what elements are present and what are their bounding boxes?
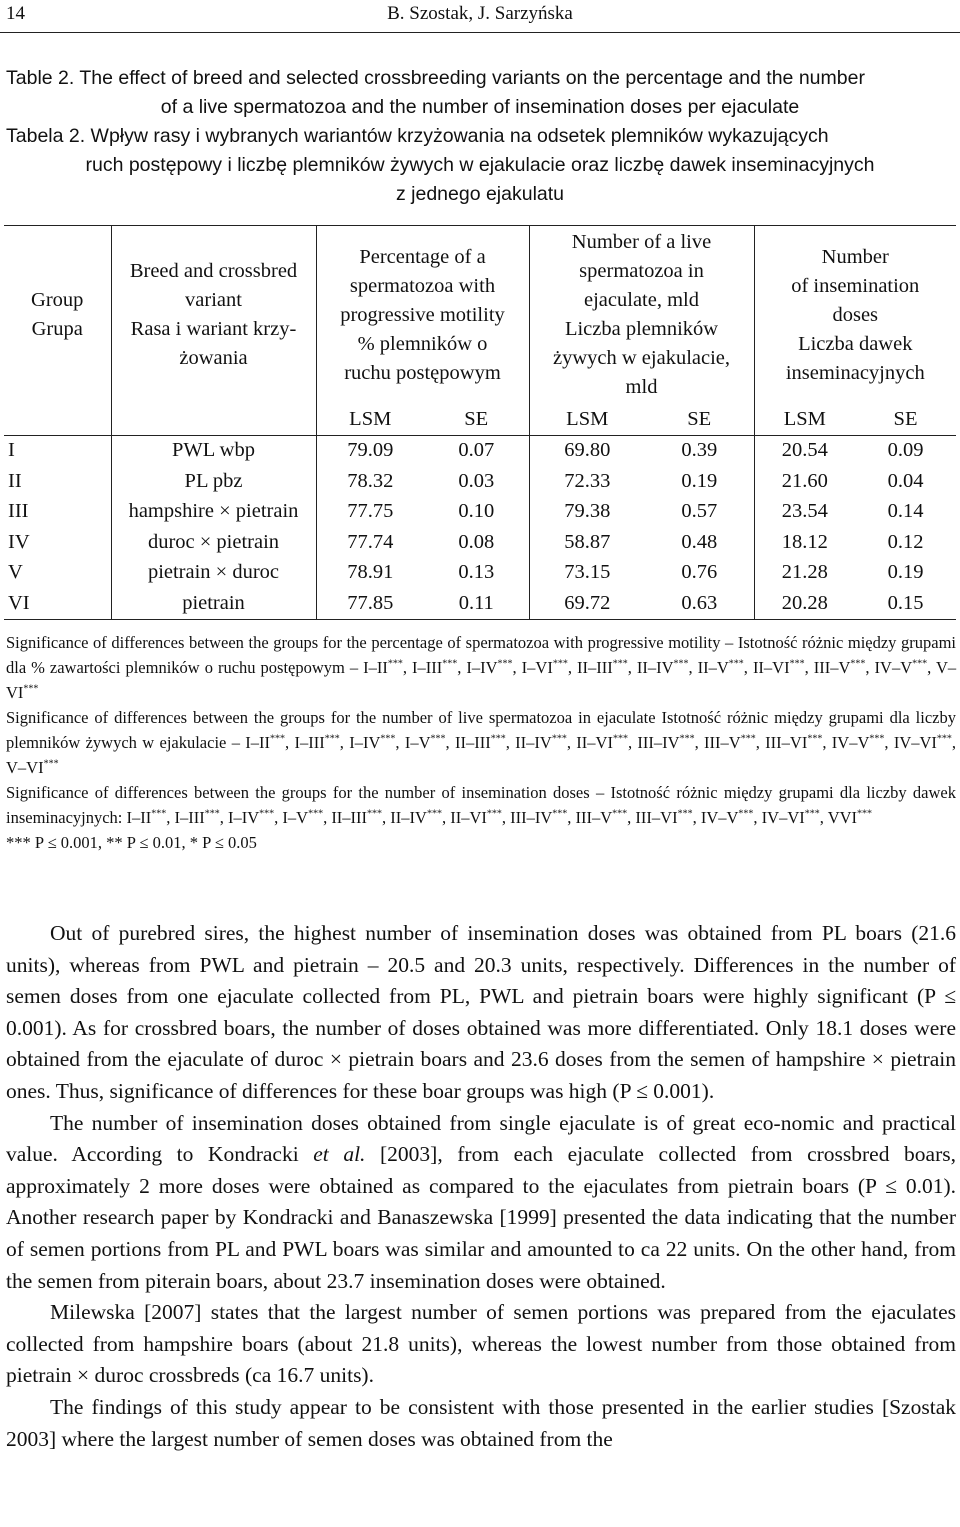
significance-marker: *** xyxy=(673,658,689,670)
cell-lsm: 20.54 xyxy=(781,439,828,462)
significance-marker: *** xyxy=(380,733,396,745)
cell-se: 0.10 xyxy=(424,497,529,528)
cell-lsm: 58.87 xyxy=(564,530,611,553)
cell-se: 0.14 xyxy=(887,500,924,523)
significance-pair: II–IV xyxy=(636,658,674,677)
cell-se: 0.19 xyxy=(887,561,924,584)
significance-marker: *** xyxy=(552,808,568,820)
cell-group: I xyxy=(4,435,111,466)
significance-pair: I–III xyxy=(294,733,325,752)
significance-pair: II–III xyxy=(331,808,368,827)
significance-pair: II–III xyxy=(576,658,613,677)
significance-pair: II–III xyxy=(454,733,491,752)
significance-pair: II–IV xyxy=(515,733,552,752)
cell-group: III xyxy=(4,497,111,528)
cell-variant: PWL wbp xyxy=(111,435,316,466)
table-row xyxy=(4,527,956,558)
significance-pair: II–VI xyxy=(752,658,790,677)
cell-se: 0.19 xyxy=(645,466,754,497)
significance-pair: III–V xyxy=(575,808,613,827)
significance-pair: I–IV xyxy=(227,808,260,827)
cell-se: 0.13 xyxy=(424,558,529,589)
significance-marker: *** xyxy=(738,808,754,820)
subheader-se: SE xyxy=(855,404,956,435)
cell-lsm: 77.85 xyxy=(316,588,424,619)
table-subheader-row xyxy=(4,404,956,435)
cell-lsm: 23.54 xyxy=(781,500,828,523)
significance-marker: *** xyxy=(43,758,59,770)
cell-lsm: 73.15 xyxy=(564,561,611,584)
significance-marker: *** xyxy=(23,683,39,695)
subheader-se: SE xyxy=(645,404,754,435)
significance-marker: *** xyxy=(151,808,167,820)
cell-se: 0.11 xyxy=(424,588,529,619)
note-insemination-doses: Significance of differences between the groups for the number of insemination doses – Istotność różnic między grupami dla liczby dawek inseminacyjnych: I–II***, I–III***, I–IV***, I–V***, II–III***, II–IV***, II–VI***, III–IV***, III–V***, III–VI***, IV–V***, IV–VI***, VVI*** xyxy=(6,783,956,827)
significance-pair: III–IV xyxy=(510,808,553,827)
significance-pair: II–VI xyxy=(576,733,613,752)
paragraph: The number of insemination doses obtained from single ejaculate is of great eco-nomic and practical value. According to Kondracki et al. [2003], from each ejaculate collected from crossbred boars, approximately 2 more doses were obtained as compared to the ejaculates from pietrain boars (P ≤ 0.01). Another research paper by Kondracki and Banaszewska [1999] presented the data indicating that the number of semen portions from PL and PWL boars was similar and amounted to ca 22 units. On the other hand, from the semen from piterain boars, about 23.7 insemination doses were obtained. xyxy=(6,1110,956,1293)
cell-se: 0.39 xyxy=(645,435,754,466)
cell-se: 0.76 xyxy=(645,558,754,589)
paragraph: Out of purebred sires, the highest number of insemination doses was obtained from PL boars (21.6 units), whereas from PWL and pietrain – 20.5 and 20.3 units, respectively. Differences in the number of semen doses from one ejaculate collected from PL, PWL and pietrain boars were highly significant (P ≤ 0.001). As for crossbred boars, the number of doses obtained was more differentiated. Only 18.1 doses were obtained from the ejaculate of duroc × pietrain boars and 23.6 doses from the semen of hampshire × pietrain ones. Thus, significance of differences for these boar groups was high (P ≤ 0.001). xyxy=(6,921,956,1103)
significance-marker: *** xyxy=(270,733,286,745)
cell-lsm: 72.33 xyxy=(564,469,611,492)
significance-marker: *** xyxy=(679,733,695,745)
page-number: 14 xyxy=(6,3,25,24)
significance-marker: *** xyxy=(204,808,220,820)
cell-se: 0.12 xyxy=(887,530,924,553)
cell-lsm: 79.38 xyxy=(564,500,611,523)
running-header xyxy=(0,0,960,33)
significance-pair: I–II xyxy=(126,808,152,827)
subheader-se: SE xyxy=(424,404,529,435)
significance-pair: I–IV xyxy=(349,733,381,752)
body-text xyxy=(6,918,956,1455)
significance-pair: III–V xyxy=(813,658,851,677)
cell-lsm: 21.28 xyxy=(781,561,828,584)
col-header-group: Group Grupa xyxy=(4,226,111,405)
significance-marker: *** xyxy=(387,658,403,670)
significance-pair: I–IV xyxy=(466,658,498,677)
cell-lsm: 21.60 xyxy=(781,469,828,492)
cell-lsm: 69.80 xyxy=(564,439,611,462)
cell-se: 0.63 xyxy=(645,588,754,619)
cell-group: II xyxy=(4,466,111,497)
significance-marker: *** xyxy=(850,658,866,670)
table-row xyxy=(4,588,956,619)
caption-en-line1: Table 2. The effect of breed and selected crossbreeding variants on the percentage and the number xyxy=(6,67,865,89)
cell-lsm: 20.28 xyxy=(754,588,855,619)
table-notes xyxy=(6,630,956,855)
cell-lsm: 77.75 xyxy=(347,500,394,523)
significance-pair: V–VI xyxy=(6,658,957,702)
significance-pair: II–V xyxy=(697,658,729,677)
significance-marker: *** xyxy=(789,658,805,670)
subheader-lsm: LSM xyxy=(754,404,855,435)
significance-pair: IV–VI xyxy=(893,733,937,752)
significance-pair: II–IV xyxy=(390,808,427,827)
table-row xyxy=(4,558,956,589)
significance-pair: IV–V xyxy=(700,808,739,827)
cell-se: 0.48 xyxy=(645,527,754,558)
significance-pair: IV–VI xyxy=(761,808,805,827)
caption-pl-line3: z jednego ejakulatu xyxy=(395,183,565,205)
cell-variant: PL pbz xyxy=(111,466,316,497)
significance-pair: I–V xyxy=(404,733,431,752)
significance-pair: II–VI xyxy=(450,808,487,827)
caption-pl-line1: Tabela 2. Wpływ rasy i wybranych wariantów krzyżowania na odsetek plemników wykazujących xyxy=(6,125,829,147)
cell-lsm: 18.12 xyxy=(781,530,828,553)
note-live-spermatozoa: Significance of differences between the groups for the number of live spermatozoa in ejaculate Istotność różnic między grupami dla liczby plemników żywych w ejakulacie – I–II***, I–III***, I–IV***, I–V***, II–III***, II–IV***, II–VI***, III–IV***, III–V***, III–VI***, IV–V***, IV–VI***, V–VI*** xyxy=(6,708,957,777)
cell-se: 0.15 xyxy=(855,588,956,619)
significance-marker: *** xyxy=(740,733,756,745)
significance-marker: *** xyxy=(367,808,383,820)
significance-marker: *** xyxy=(857,808,873,820)
caption-en-line2: of a live spermatozoa and the number of insemination doses per ejaculate xyxy=(160,96,800,118)
significance-marker: *** xyxy=(552,658,568,670)
cell-group: V xyxy=(4,558,111,589)
results-table xyxy=(4,225,956,620)
significance-legend: *** P ≤ 0.001, ** P ≤ 0.01, * P ≤ 0.05 xyxy=(6,833,257,852)
significance-pair: III–IV xyxy=(637,733,680,752)
cell-se: 0.03 xyxy=(424,466,529,497)
significance-marker: *** xyxy=(259,808,275,820)
cell-group: IV xyxy=(4,527,111,558)
significance-marker: *** xyxy=(497,658,513,670)
significance-pair: VVI xyxy=(827,808,858,827)
cell-variant: hampshire × pietrain xyxy=(111,497,316,528)
cell-lsm: 79.09 xyxy=(347,439,394,462)
col-header-variant: Breed and crossbred variant Rasa i wariant krzy- żowania xyxy=(111,226,316,405)
significance-marker: *** xyxy=(612,733,628,745)
cell-se: 0.09 xyxy=(887,439,924,462)
col-header-percentage: Percentage of a spermatozoa with progressive motility % plemników o ruchu postępowym xyxy=(316,226,529,405)
significance-marker: *** xyxy=(324,733,340,745)
significance-marker: *** xyxy=(612,658,628,670)
col-header-doses: Number of insemination doses Liczba dawek inseminacyjnych xyxy=(754,226,956,405)
subheader-lsm: LSM xyxy=(529,404,645,435)
significance-marker: *** xyxy=(677,808,693,820)
cell-variant: pietrain xyxy=(111,588,316,619)
cell-lsm: 78.32 xyxy=(347,469,394,492)
significance-pair: I–II xyxy=(245,733,271,752)
cell-variant: pietrain × duroc xyxy=(111,558,316,589)
significance-marker: *** xyxy=(430,733,446,745)
table-row xyxy=(4,497,956,528)
significance-pair: III–VI xyxy=(765,733,808,752)
significance-marker: *** xyxy=(426,808,442,820)
table-row xyxy=(4,466,956,497)
table-row xyxy=(4,435,956,466)
significance-marker: *** xyxy=(869,733,885,745)
significance-marker: *** xyxy=(804,808,820,820)
cell-variant: duroc × pietrain xyxy=(111,527,316,558)
significance-pair: I–VI xyxy=(521,658,553,677)
significance-marker: *** xyxy=(551,733,567,745)
cell-lsm: 77.74 xyxy=(347,530,394,553)
significance-pair: I–III xyxy=(412,658,443,677)
significance-marker: *** xyxy=(442,658,458,670)
significance-marker: *** xyxy=(807,733,823,745)
table-body xyxy=(4,435,956,619)
cell-lsm: 78.91 xyxy=(347,561,394,584)
significance-marker: *** xyxy=(936,733,952,745)
cell-se: 0.57 xyxy=(645,497,754,528)
table-caption xyxy=(6,64,954,209)
cell-lsm: 69.72 xyxy=(529,588,645,619)
cell-se: 0.04 xyxy=(887,469,924,492)
col-header-number-live: Number of a live spermatozoa in ejaculate, mld Liczba plemników żywych w ejakulacie, mld xyxy=(529,226,754,405)
significance-marker: *** xyxy=(486,808,502,820)
subheader-lsm: LSM xyxy=(316,404,424,435)
cell-se: 0.07 xyxy=(424,435,529,466)
note-motility: Significance of differences between the groups for the percentage of spermatozoa with progressive motility – Istotność różnic między grupami dla % zawartości plemników o ruchu postępowym – I–II***, I–III***, I–IV***, I–VI***, II–III***, II–IV***, II–V***, II–VI***, III–V***, IV–V***, V–VI*** xyxy=(6,633,957,702)
significance-marker: *** xyxy=(728,658,744,670)
running-header-authors: B. Szostak, J. Sarzyńska xyxy=(387,3,573,24)
significance-pair: IV–V xyxy=(874,658,913,677)
cell-se: 0.08 xyxy=(424,527,529,558)
significance-marker: *** xyxy=(490,733,506,745)
table-header-row xyxy=(4,226,956,405)
cell-group: VI xyxy=(4,588,111,619)
caption-pl-line2: ruch postępowy i liczbę plemników żywych w ejakulacie oraz liczbę dawek inseminacyjnych xyxy=(85,154,875,176)
significance-pair: I–III xyxy=(174,808,205,827)
paragraph: Milewska [2007] states that the largest number of semen portions was prepared from the ejaculates collected from hampshire boars (about 21.8 units), whereas the lowest number from those obtained from pietrain × duroc crossbreds (ca 16.7 units). xyxy=(6,1300,956,1388)
significance-marker: *** xyxy=(912,658,928,670)
significance-pair: I–V xyxy=(282,808,309,827)
significance-marker: *** xyxy=(308,808,324,820)
paragraph: The findings of this study appear to be consistent with those presented in the earlier studies [Szostak 2003] where the largest number of semen doses was obtained from the xyxy=(6,1394,956,1451)
significance-pair: V–VI xyxy=(6,758,44,777)
significance-marker: *** xyxy=(612,808,628,820)
significance-pair: III–VI xyxy=(635,808,678,827)
significance-pair: III–V xyxy=(704,733,741,752)
significance-pair: I–II xyxy=(363,658,388,677)
significance-pair: IV–V xyxy=(831,733,870,752)
